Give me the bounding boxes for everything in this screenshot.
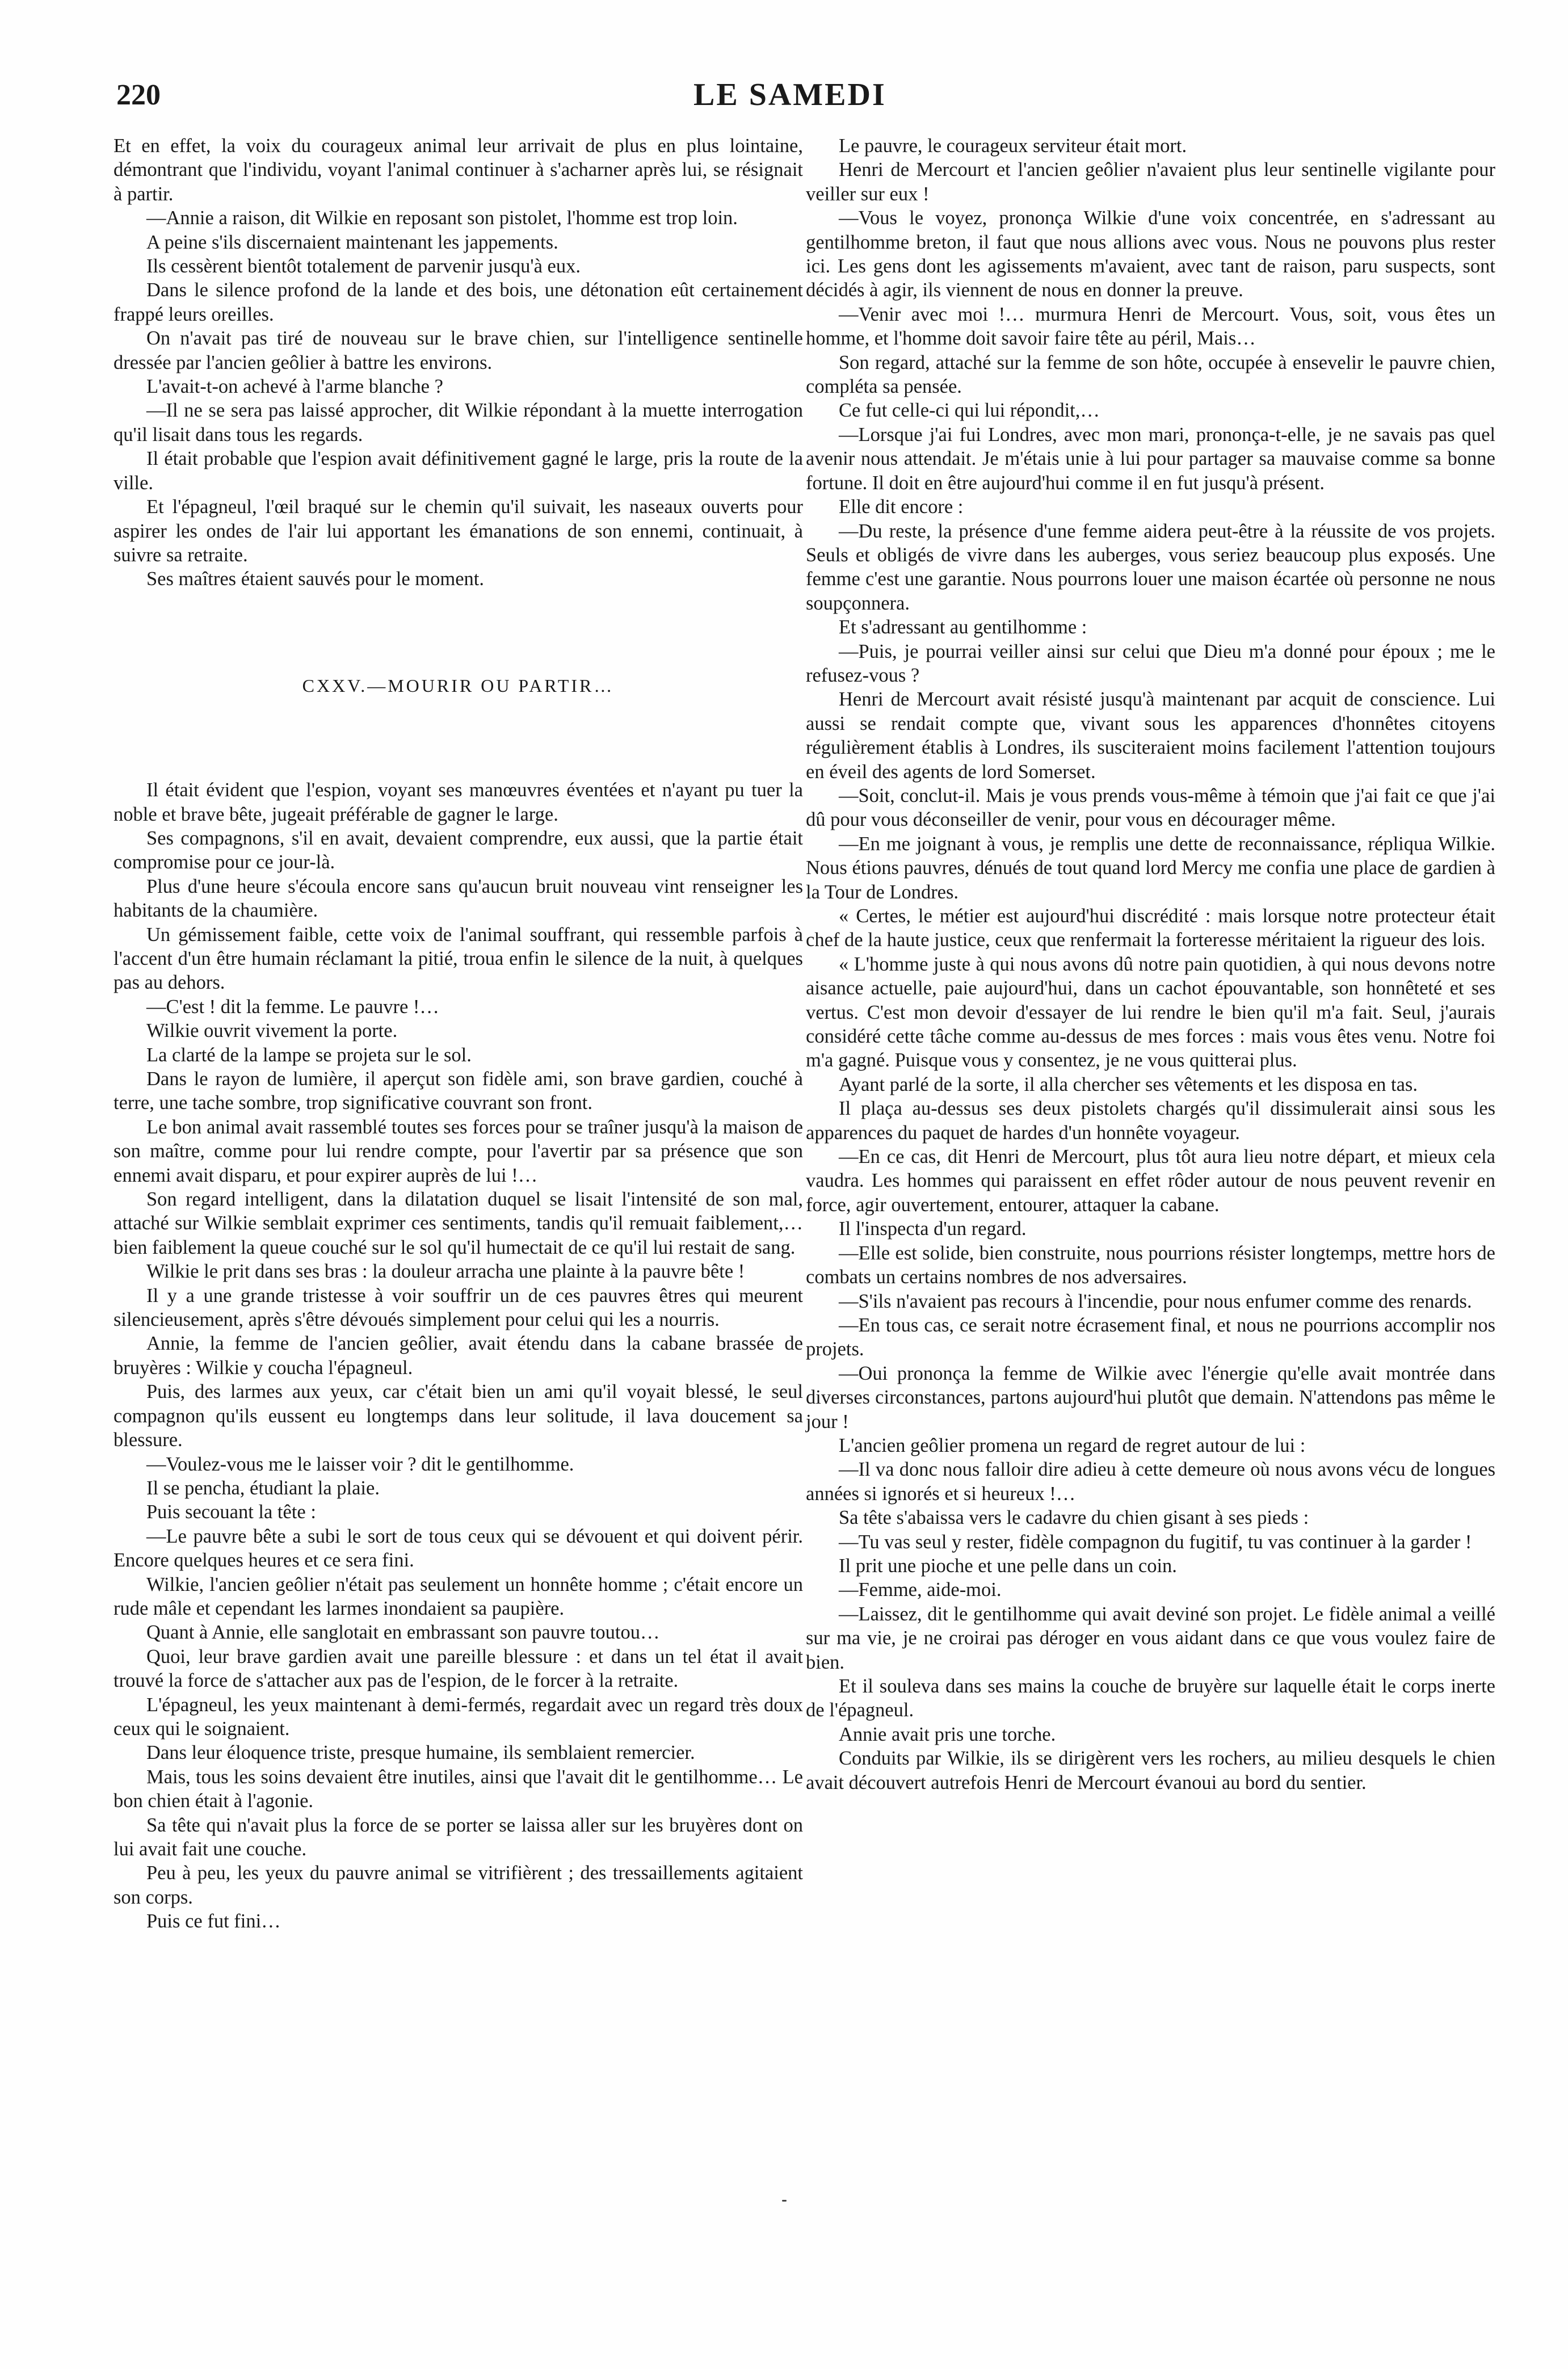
paragraph: Ses compagnons, s'il en avait, devaient comprendre, eux aussi, que la partie était compromise pour ce jour-là.	[113, 827, 803, 873]
paragraph: —Elle est solide, bien construite, nous pourrions résister longtemps, mettre hors de combats un certains nombres de nos adversaires.	[806, 1242, 1495, 1288]
paragraph: Henri de Mercourt avait résisté jusqu'à maintenant par acquit de conscience. Lui aussi se rendait compte que, vivant sous les apparences d'honnêtes citoyens régulièrement établis à Londres, ils susciteraient moins facilement l'attention toujours en éveil des agents de lord Somerset.	[806, 688, 1495, 783]
paragraph: Dans leur éloquence triste, presque humaine, ils semblaient remercier.	[146, 1742, 695, 1764]
paragraph: Le bon animal avait rassemblé toutes ses forces pour se traîner jusqu'à la maison de son maître, comme pour lui rendre compte, pour l'avertir par sa présence que son ennemi avait disparu, et pour expirer auprès de lui !…	[113, 1116, 803, 1186]
paragraph: Il était probable que l'espion avait définitivement gagné le large, pris la route de la ville.	[113, 448, 803, 494]
paragraph: Et en effet, la voix du courageux animal leur arrivait de plus en plus lointaine, démontrant que l'individu, voyant l'animal continuer à s'acharner après lui, se résignait à partir.	[113, 135, 803, 205]
paragraph: Wilkie le prit dans ses bras : la douleur arracha une plainte à la pauvre bête !	[146, 1261, 745, 1283]
paragraph: L'épagneul, les yeux maintenant à demi-fermés, regardait avec un regard très doux ceux qui le soignaient.	[113, 1694, 803, 1740]
paragraph: Un gémissement faible, cette voix de l'animal souffrant, qui ressemble parfois à l'accent d'un être humain réclamant la pitié, troua enfin le silence de la nuit, à quelques pas au dehors.	[113, 923, 803, 994]
paragraph: Et l'épagneul, l'œil braqué sur le chemin qu'il suivait, les naseaux ouverts pour aspirer les ondes de l'air lui apportant les émanations de son ennemi, continuait, à suivre sa retraite.	[113, 496, 803, 566]
paragraph: Il plaça au-dessus ses deux pistolets chargés qu'il dissimulerait ainsi sous les apparences du paquet de hardes d'un honnête voyageur.	[806, 1098, 1495, 1144]
paragraph: Il était évident que l'espion, voyant ses manœuvres éventées et n'ayant pu tuer la noble et brave bête, jugeait préférable de gagner le large.	[113, 779, 803, 825]
paragraph: —Il ne se sera pas laissé approcher, dit Wilkie répondant à la muette interrogation qu'il lisait dans tous les regards.	[113, 400, 803, 446]
paragraph: Conduits par Wilkie, ils se dirigèrent vers les rochers, au milieu desquels le chien avait découvert autrefois Henri de Mercourt évanoui au bord du sentier.	[806, 1748, 1495, 1793]
paragraph: L'ancien geôlier promena un regard de regret autour de lui :	[839, 1434, 1306, 1456]
paragraph: Son regard, attaché sur la femme de son hôte, occupée à ensevelir le pauvre chien, compléta sa pensée.	[806, 351, 1495, 398]
paragraph: —Tu vas seul y rester, fidèle compagnon du fugitif, tu vas continuer à la garder !	[839, 1531, 1472, 1553]
paragraph: L'avait-t-on achevé à l'arme blanche ?	[146, 376, 443, 398]
paragraph: La clarté de la lampe se projeta sur le sol.	[146, 1044, 472, 1066]
paragraph: Ses maîtres étaient sauvés pour le moment.	[146, 568, 484, 590]
paragraph: Ayant parlé de la sorte, il alla chercher ses vêtements et les disposa en tas.	[839, 1073, 1418, 1095]
paragraph: Son regard intelligent, dans la dilatation duquel se lisait l'intensité de son mal, attaché sur Wilkie semblait exprimer ces sentiments, tandis qu'il remuait faiblement,… bien faiblement la queue couché sur le sol qu'il humectait de ce qu'il lui restait de sang.	[113, 1188, 803, 1258]
paragraph: A peine s'ils discernaient maintenant les jappements.	[146, 231, 558, 253]
paragraph: Quant à Annie, elle sanglotait en embrassant son pauvre toutou…	[146, 1622, 660, 1644]
paragraph: —Vous le voyez, prononça Wilkie d'une voix concentrée, en s'adressant au gentilhomme breton, il faut que nous allions avec vous. Nous ne pouvons plus rester ici. Les gens dont les agissements m'avaient, avec tant de raison, paru suspects, sont décidés à agir, ils viennent de nous en donner la preuve.	[806, 207, 1495, 301]
paragraph: « L'homme juste à qui nous avons dû notre pain quotidien, à qui nous devons notre aisance actuelle, paie aujourd'hui, dans un cachot épouvantable, son honnêteté et ses vertus. C'est mon devoir d'essayer de lui rendre le bien qu'il m'a fait. Seul, j'aurais considéré cette tâche comme au-dessus de mes forces : mais vous êtes venu. Notre foi m'a gagné. Puisque vous y consentez, je ne vous quitterai plus.	[806, 953, 1495, 1072]
paragraph: —S'ils n'avaient pas recours à l'incendie, pour nous enfumer comme des renards.	[839, 1290, 1472, 1312]
paragraph: —Annie a raison, dit Wilkie en reposant son pistolet, l'homme est trop loin.	[146, 207, 738, 229]
paragraph: —Puis, je pourrai veiller ainsi sur celui que Dieu m'a donné pour époux ; me le refusez-vous ?	[806, 640, 1495, 686]
paragraph: —Laissez, dit le gentilhomme qui avait deviné son projet. Le fidèle animal a veillé sur ma vie, je ne croirai pas déroger en vous aidant dans ce que vous voulez faire de bien.	[806, 1603, 1495, 1673]
paragraph: Ils cessèrent bientôt totalement de parvenir jusqu'à eux.	[146, 255, 581, 278]
paragraph: Dans le rayon de lumière, il aperçut son fidèle ami, son brave gardien, couché à terre, une tache sombre, trop significative couvrant son front.	[113, 1068, 803, 1114]
paragraph: —Il va donc nous falloir dire adieu à cette demeure où nous avons vécu de longues années si ignorés et si heureux !…	[806, 1459, 1495, 1505]
paragraph: —Voulez-vous me le laisser voir ? dit le gentilhomme.	[146, 1453, 574, 1475]
paragraph: Dans le silence profond de la lande et des bois, une détonation eût certainement frappé leurs oreilles.	[113, 279, 803, 325]
paragraph: Henri de Mercourt et l'ancien geôlier n'avaient plus leur sentinelle vigilante pour veiller sur eux !	[806, 159, 1495, 205]
left-column	[113, 134, 803, 1934]
paragraph: Annie, la femme de l'ancien geôlier, avait étendu dans la cabane brassée de bruyères : Wilkie y coucha l'épagneul.	[113, 1333, 803, 1379]
paragraph: Il y a une grande tristesse à voir souffrir un de ces pauvres êtres qui meurent silencieusement, après s'être dévoués simplement pour celui qui les a nourris.	[113, 1284, 803, 1331]
paragraph: Le pauvre, le courageux serviteur était mort.	[839, 135, 1187, 157]
paragraph: Il l'inspecta d'un regard.	[839, 1218, 1027, 1240]
paragraph: « Certes, le métier est aujourd'hui discrédité : mais lorsque notre protecteur était chef de la haute justice, ceux que renfermait la forteresse méritaient la rigueur des lois.	[806, 905, 1495, 951]
paragraph: —En me joignant à vous, je remplis une dette de reconnaissance, répliqua Wilkie. Nous étions pauvres, dénués de tout quand lord Mercy me confia une place de gardien à la Tour de Londres.	[806, 833, 1495, 903]
page-ornament	[782, 2200, 787, 2202]
right-column	[806, 134, 1495, 1795]
paragraph: Il se pencha, étudiant la plaie.	[146, 1477, 380, 1499]
paragraph: Annie avait pris une torche.	[839, 1723, 1056, 1745]
paragraph: —Oui prononça la femme de Wilkie avec l'énergie qu'elle avait montrée dans diverses circonstances, partons aujourd'hui plutôt que demain. N'attendons pas même le jour !	[806, 1362, 1495, 1433]
paragraph: Plus d'une heure s'écoula encore sans qu'aucun bruit nouveau vint renseigner les habitants de la chaumière.	[113, 875, 803, 922]
paragraph: Quoi, leur brave gardien avait une pareille blessure : et dans un tel état il avait trouvé la force de s'attacher aux pas de l'espion, de le forcer à la retraite.	[113, 1645, 803, 1692]
paragraph: —En ce cas, dit Henri de Mercourt, plus tôt aura lieu notre départ, et mieux cela vaudra. Les hommes qui paraissent en effet rôder autour de nous peuvent revenir en force, agir ouvertement, entourer, attaquer la cabane.	[806, 1146, 1495, 1216]
paragraph: Il prit une pioche et une pelle dans un coin.	[839, 1555, 1177, 1577]
paragraph: —En tous cas, ce serait notre écrasement final, et nous ne pourrions accomplir nos projets.	[806, 1314, 1495, 1360]
paragraph: Et il souleva dans ses mains la couche de bruyère sur laquelle était le corps inerte de l'épagneul.	[806, 1675, 1495, 1721]
paragraph: Peu à peu, les yeux du pauvre animal se vitrifièrent ; des tressaillements agitaient son corps.	[113, 1862, 803, 1908]
chapter-heading: CXXV.—MOURIR OU PARTIR…	[302, 675, 615, 696]
page-number: 220	[116, 79, 161, 111]
paragraph: Ce fut celle-ci qui lui répondit,…	[839, 400, 1100, 422]
running-title: LE SAMEDI	[693, 77, 886, 112]
paragraph: —Le pauvre bête a subi le sort de tous ceux qui se dévouent et qui doivent périr. Encore quelques heures et ce sera fini.	[113, 1525, 803, 1572]
paragraph: On n'avait pas tiré de nouveau sur le brave chien, sur l'intelligence sentinelle dressée par l'ancien geôlier à battre les environs.	[113, 327, 803, 373]
paragraph: —Venir avec moi !… murmura Henri de Mercourt. Vous, soit, vous êtes un homme, et l'homme doit savoir faire tête au péril, Mais…	[806, 303, 1495, 350]
paragraph: Puis, des larmes aux yeux, car c'était bien un ami qu'il voyait blessé, le seul compagnon qu'ils eussent eu longtemps dans leur solitude, il lava doucement sa blessure.	[113, 1381, 803, 1451]
paragraph: Wilkie, l'ancien geôlier n'était pas seulement un honnête homme ; c'était encore un rude mâle et cependant les larmes inondaient sa paupière.	[113, 1573, 803, 1619]
paragraph: Sa tête qui n'avait plus la force de se porter se laissa aller sur les bruyères dont on lui avait fait une couche.	[113, 1814, 803, 1860]
paragraph: —C'est ! dit la femme. Le pauvre !…	[146, 996, 439, 1018]
paragraph: —Lorsque j'ai fui Londres, avec mon mari, prononça-t-elle, je ne savais pas quel avenir nous attendait. Je m'étais unie à lui pour partager sa mauvaise comme sa bonne fortune. Il doit en être aujourd'hui comme il en fut jusqu'à présent.	[806, 423, 1495, 494]
paragraph: —Soit, conclut-il. Mais je vous prends vous-même à témoin que j'ai fait ce que j'ai dû pour vous déconseiller de venir, pour vous en décourager même.	[806, 784, 1495, 831]
paragraph: Et s'adressant au gentilhomme :	[839, 616, 1087, 639]
paragraph: Sa tête s'abaissa vers le cadavre du chien gisant à ses pieds :	[839, 1507, 1309, 1529]
paragraph: Mais, tous les soins devaient être inutiles, ainsi que l'avait dit le gentilhomme… Le bon chien était à l'agonie.	[113, 1766, 803, 1812]
paragraph: Wilkie ouvrit vivement la porte.	[146, 1020, 398, 1042]
paragraph: —Du reste, la présence d'une femme aidera peut-être à la réussite de vos projets. Seuls et obligés de vivre dans les auberges, vous seriez beaucoup plus exposés. Une femme c'est une garantie. Nous pourrons louer une maison écartée où personne ne nous soupçonnera.	[806, 520, 1495, 614]
paragraph: —Femme, aide-moi.	[839, 1579, 1002, 1601]
paragraph: Puis ce fut fini…	[146, 1910, 281, 1933]
paragraph: Puis secouant la tête :	[146, 1501, 316, 1523]
paragraph: Elle dit encore :	[839, 496, 964, 518]
